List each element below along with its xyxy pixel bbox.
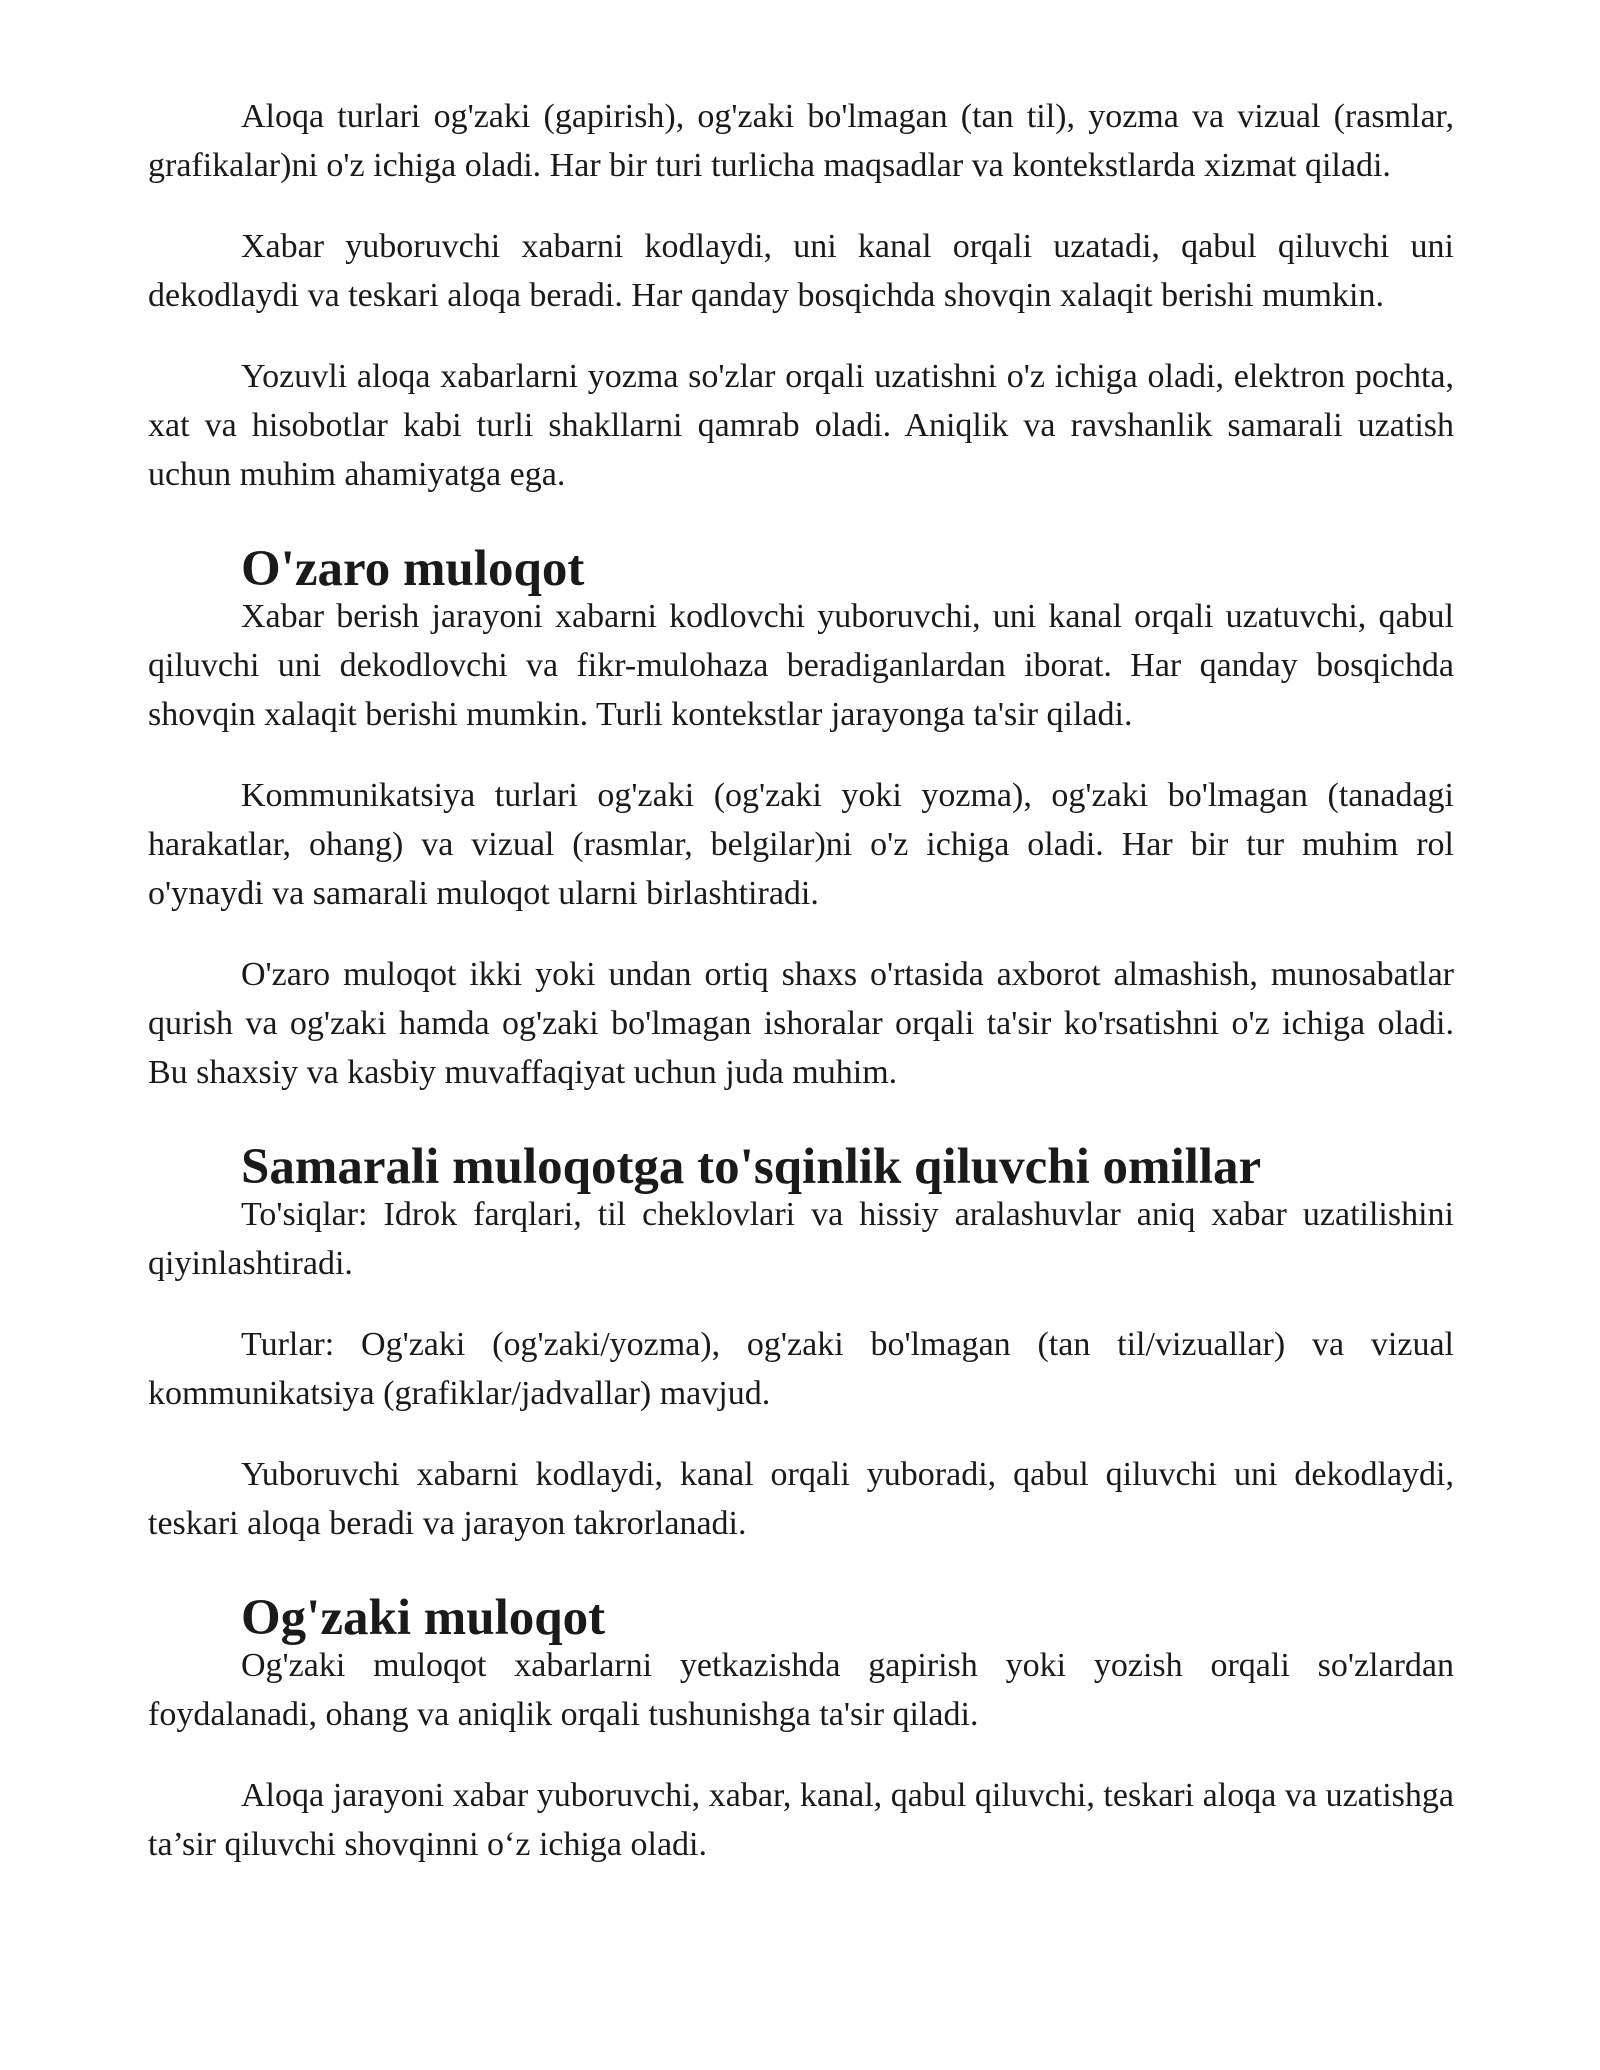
paragraph: Xabar berish jarayoni xabarni kodlovchi yuboruvchi, uni kanal orqali uzatuvchi, qabul qiluvchi uni dekodlovchi va fikr-mulohaza beradiganlardan iborat. Har qanday bosqichda shovqin xalaqit berishi mumkin. Turli kontekstlar jarayonga ta'sir qiladi.	[148, 598, 1454, 733]
document-body	[148, 92, 1454, 1901]
paragraph: Yozuvli aloqa xabarlarni yozma so'zlar orqali uzatishni o'z ichiga oladi, elektron pochta, xat va hisobotlar kabi turli shakllarni qamrab oladi. Aniqlik va ravshanlik samarali uzatish uchun muhim ahamiyatga ega.	[148, 358, 1454, 493]
paragraph: To'siqlar: Idrok farqlari, til cheklovlari va hissiy aralashuvlar aniq xabar uzatilishini qiyinlashtiradi.	[148, 1196, 1454, 1282]
section-heading: Og'zaki muloqot	[241, 1590, 606, 1646]
paragraph: Og'zaki muloqot xabarlarni yetkazishda gapirish yoki yozish orqali so'zlardan foydalanadi, ohang va aniqlik orqali tushunishga ta'sir qiladi.	[148, 1647, 1454, 1733]
paragraph: Xabar yuboruvchi xabarni kodlaydi, uni kanal orqali uzatadi, qabul qiluvchi uni dekodlaydi va teskari aloqa beradi. Har qanday bosqichda shovqin xalaqit berishi mumkin.	[148, 228, 1454, 314]
paragraph: Yuboruvchi xabarni kodlaydi, kanal orqali yuboradi, qabul qiluvchi uni dekodlaydi, teskari aloqa beradi va jarayon takrorlanadi.	[148, 1456, 1454, 1542]
paragraph: Turlar: Og'zaki (og'zaki/yozma), og'zaki bo'lmagan (tan til/vizuallar) va vizual kommunikatsiya (grafiklar/jadvallar) mavjud.	[148, 1326, 1454, 1412]
section-ogzaki-muloqot	[148, 1590, 1454, 1869]
paragraph: Aloqa turlari og'zaki (gapirish), og'zaki bo'lmagan (tan til), yozma va vizual (rasmlar, grafikalar)ni o'z ichiga oladi. Har bir turi turlicha maqsadlar va kontekstlarda xizmat qiladi.	[148, 98, 1454, 184]
section-ozaro-muloqot	[148, 541, 1454, 1097]
paragraph: Aloqa jarayoni xabar yuboruvchi, xabar, kanal, qabul qiluvchi, teskari aloqa va uzatishga ta’sir qiluvchi shovqinni oʻz ichiga oladi.	[148, 1777, 1454, 1863]
section-heading: Samarali muloqotga to'sqinlik qiluvchi omillar	[241, 1139, 1262, 1195]
section-barriers	[148, 1139, 1454, 1548]
paragraph: Kommunikatsiya turlari og'zaki (og'zaki yoki yozma), og'zaki bo'lmagan (tanadagi harakatlar, ohang) va vizual (rasmlar, belgilar)ni o'z ichiga oladi. Har bir tur muhim rol o'ynaydi va samarali muloqot ularni birlashtiradi.	[148, 777, 1454, 912]
section-heading: O'zaro muloqot	[241, 541, 585, 597]
paragraph: O'zaro muloqot ikki yoki undan ortiq shaxs o'rtasida axborot almashish, munosabatlar qurish va og'zaki hamda og'zaki bo'lmagan ishoralar orqali ta'sir ko'rsatishni o'z ichiga oladi. Bu shaxsiy va kasbiy muvaffaqiyat uchun juda muhim.	[148, 956, 1454, 1091]
